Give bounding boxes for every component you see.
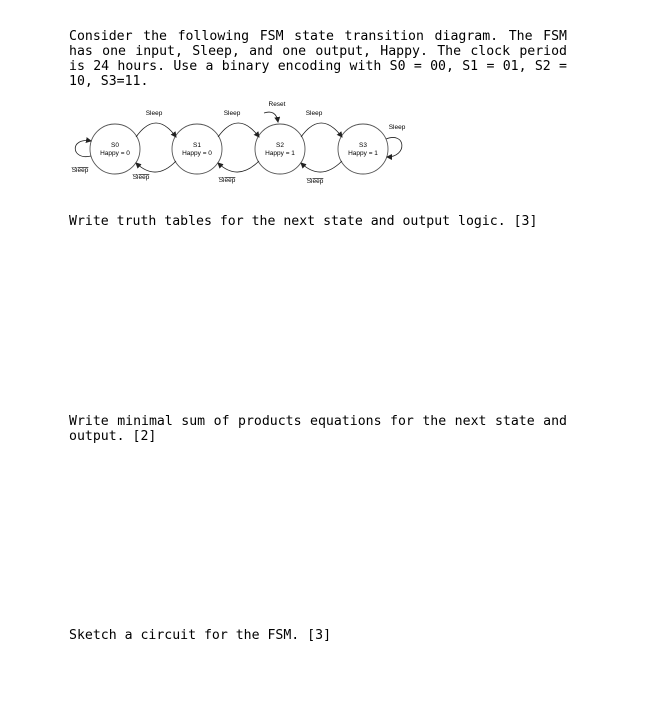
question-sop-equations: Write minimal sum of products equations for the next state and output. [2]: [69, 414, 567, 444]
edge-s1-s0: [136, 161, 176, 172]
edge-s0-s1: [136, 123, 176, 137]
state-s0-name: S0: [111, 142, 119, 149]
state-s2: [255, 124, 305, 174]
edge-s0-self-label: Sleep: [71, 167, 89, 174]
state-s3-output: Happy = 1: [348, 150, 378, 157]
state-s0: [90, 124, 140, 174]
intro-paragraph: Consider the following FSM state transition diagram. The FSM has one input, Sleep, and one output, Happy. The clock period is 24 hours. Use a binary encoding with S0 = 00, S1 = 01, S2 = 10, S3=11.: [69, 29, 567, 89]
question-truth-tables: Write truth tables for the next state and output logic. [3]: [69, 214, 538, 229]
state-s1: [172, 124, 222, 174]
edge-s1-s0-label: Sleep: [132, 174, 150, 181]
edge-s3-s2-label: Sleep: [306, 178, 324, 185]
edge-s1-s2: [218, 123, 259, 137]
reset-arrow: [264, 112, 278, 122]
question-sketch-circuit: Sketch a circuit for the FSM. [3]: [69, 628, 332, 643]
edge-s0-s1-label: Sleep: [145, 110, 163, 117]
edge-s0-self: [75, 141, 91, 157]
state-s3-name: S3: [359, 142, 367, 149]
fsm-state-diagram: [66, 97, 426, 192]
edge-s1-s2-label: Sleep: [223, 110, 241, 117]
edge-s2-s1: [218, 161, 259, 172]
state-s2-name: S2: [276, 142, 284, 149]
state-s0-output: Happy = 0: [100, 150, 130, 157]
edge-s3-self-label: Sleep: [388, 124, 406, 131]
state-s1-output: Happy = 0: [182, 150, 212, 157]
edge-s2-s3: [301, 123, 342, 137]
edge-s2-s1-label: Sleep: [218, 177, 236, 184]
reset-label: Reset: [268, 101, 286, 108]
state-s1-name: S1: [193, 142, 201, 149]
state-s3: [338, 124, 388, 174]
state-s2-output: Happy = 1: [265, 150, 295, 157]
edge-s3-s2: [301, 161, 342, 172]
edge-s2-s3-label: Sleep: [305, 110, 323, 117]
